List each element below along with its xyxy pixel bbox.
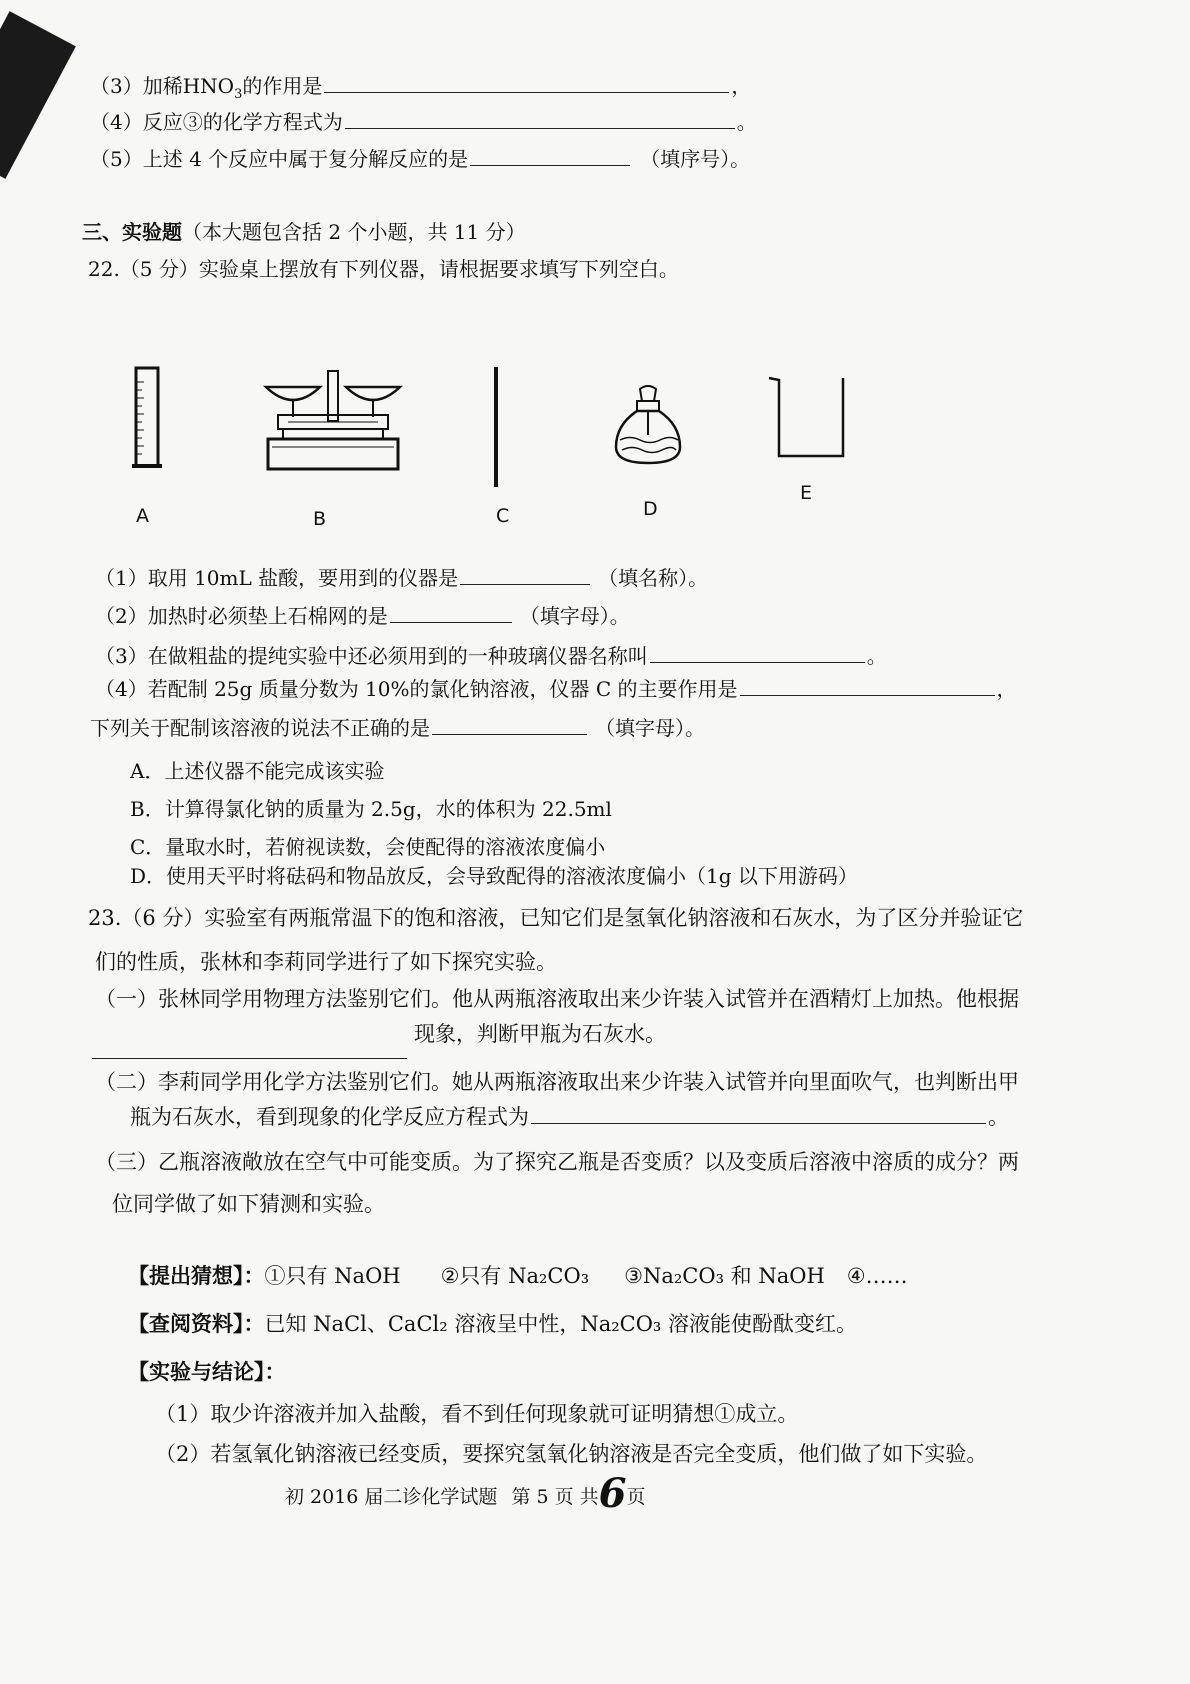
answer-blank[interactable]: [460, 564, 590, 585]
experiment-step-2: （2）若氢氧化钠溶液已经变质，要探究氢氧化钠溶液是否完全变质，他们做了如下实验。: [155, 1442, 988, 1466]
glass-rod-figure: [488, 365, 504, 490]
figure-label-b: B: [313, 508, 327, 530]
q21-item-3: （3）加稀$HNO_3$的作用是 ，: [90, 74, 752, 102]
q21-item-5: （5）上述 4 个反应中属于复分解反应的是 （填序号）。: [90, 147, 751, 171]
page-footer: 初 2016 届二诊化学试题 第 5 页 共6页: [285, 1470, 646, 1517]
q22-sub-4: （4）若配制 25g 质量分数为 10%的氯化钠溶液，仪器 C 的主要作用是 ，: [95, 677, 1017, 701]
figure-label-a: A: [136, 505, 149, 527]
experiment-label: 【实验与结论】：: [128, 1359, 286, 1384]
experiment-step-1: （1）取少许溶液并加入盐酸，看不到任何现象就可证明猜想①成立。: [155, 1402, 799, 1426]
q22-option-a: A．上述仪器不能完成该实验: [130, 759, 385, 783]
q21-item-4: （4）反应③的化学方程式为 。: [90, 110, 757, 134]
answer-blank[interactable]: [470, 145, 630, 166]
balance-scale-figure: [258, 365, 408, 480]
answer-blank[interactable]: [390, 602, 512, 623]
q22-option-d: D．使用天平时将砝码和物品放反，会导致配得的溶液浓度偏小（1g 以下用游码）: [130, 864, 858, 888]
hypothesis-line: 【提出猜想】：①只有 NaOH ②只有 Na₂CO₃ ③Na₂CO₃ 和 NaOH ④……: [128, 1263, 908, 1288]
q22-sub-4b: 下列关于配制该溶液的说法不正确的是 （填字母）。: [90, 716, 705, 740]
answer-blank[interactable]: [345, 108, 735, 129]
section-title: 三、实验题（本大题包含括 2 个小题，共 11 分）: [82, 220, 526, 244]
figure-label-c: C: [496, 505, 510, 527]
q23-part-2b: 瓶为石灰水，看到现象的化学反应方程式为 。: [130, 1105, 1009, 1129]
answer-blank[interactable]: [92, 1058, 407, 1059]
figure-label-d: D: [643, 498, 658, 520]
q23-part-3a: （三）乙瓶溶液敞放在空气中可能变质。为了探究乙瓶是否变质？以及变质后溶液中溶质的成分？两: [95, 1150, 1019, 1174]
answer-blank[interactable]: [432, 714, 587, 735]
q22-sub-3: （3）在做粗盐的提纯实验中还必须用到的一种玻璃仪器名称叫 。: [95, 644, 887, 668]
answer-blank[interactable]: [324, 72, 729, 93]
q22-option-c: C．量取水时，若俯视读数，会使配得的溶液浓度偏小: [130, 835, 606, 859]
q22-sub-2: （2）加热时必须垫上石棉网的是 （填字母）。: [95, 604, 630, 628]
q23-part-1b: 现象，判断甲瓶为石灰水。: [414, 1022, 666, 1046]
q22-option-b: B．计算得氯化钠的质量为 2.5g，水的体积为 22.5ml: [130, 797, 612, 821]
alcohol-lamp-figure: [610, 385, 685, 470]
scan-shadow: [0, 11, 76, 179]
beaker-figure: [765, 372, 850, 464]
answer-blank[interactable]: [740, 675, 995, 696]
reference-line: 【查阅资料】：已知 NaCl、CaCl₂ 溶液呈中性，Na₂CO₃ 溶液能使酚酞变红。: [128, 1311, 858, 1336]
answer-blank[interactable]: [650, 642, 865, 663]
figure-label-e: E: [800, 482, 813, 504]
q22-sub-1: （1）取用 10mL 盐酸，要用到的仪器是 （填名称）。: [95, 566, 709, 590]
answer-blank[interactable]: [531, 1103, 986, 1124]
q23-part-1a: （一）张林同学用物理方法鉴别它们。他从两瓶溶液取出来少许装入试管并在酒精灯上加热。他根据: [95, 987, 1019, 1011]
q23-stem-1: 23.（6 分）实验室有两瓶常温下的饱和溶液，已知它们是氢氧化钠溶液和石灰水，为了区分并验证它: [88, 906, 1024, 930]
q22-stem: 22.（5 分）实验桌上摆放有下列仪器，请根据要求填写下列空白。: [88, 257, 679, 281]
q23-part-3b: 位同学做了如下猜测和实验。: [112, 1192, 385, 1216]
q23-stem-2: 们的性质，张林和李莉同学进行了如下探究实验。: [95, 950, 557, 974]
q23-part-2a: （二）李莉同学用化学方法鉴别它们。她从两瓶溶液取出来少许装入试管并向里面吹气，也判断出甲: [95, 1070, 1019, 1094]
graduated-cylinder-figure: [120, 360, 170, 475]
